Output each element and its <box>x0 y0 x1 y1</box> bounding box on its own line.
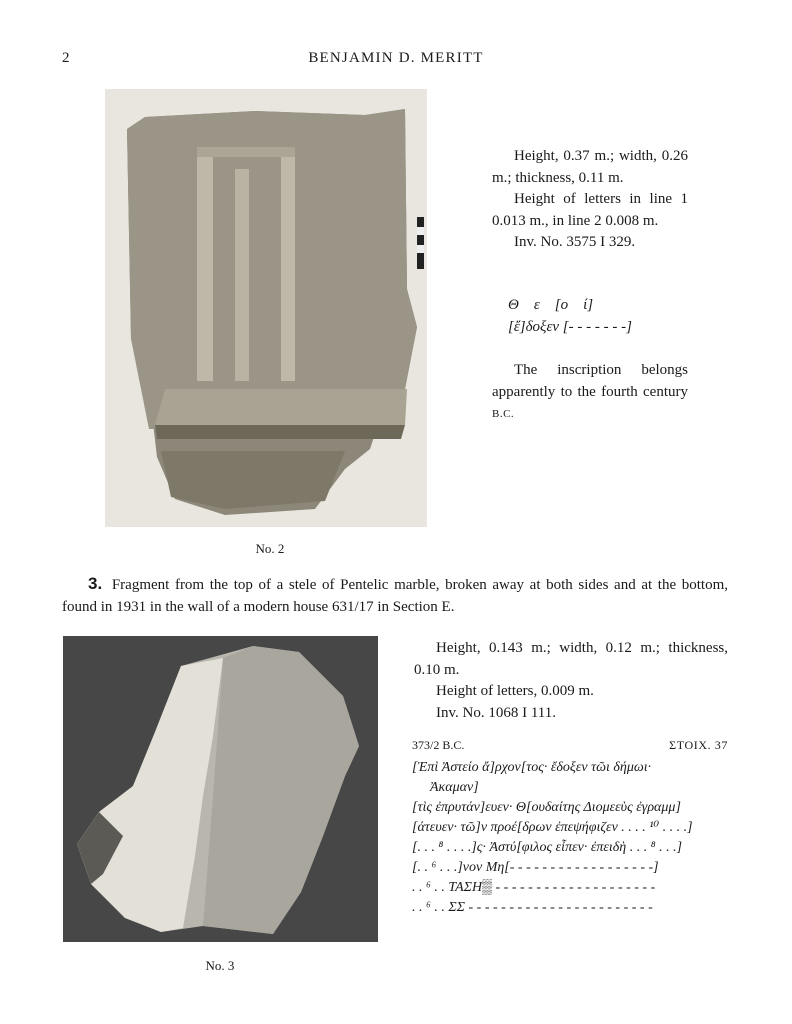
inventory-number: Inv. No. 1068 I 111. <box>436 704 556 721</box>
conclusion-text: The inscription belongs apparently to the fourth century <box>492 362 688 400</box>
figure-caption-no-2: No. 2 <box>255 541 285 556</box>
greek-line: Θ ε [ο ί] <box>508 297 594 313</box>
inscription-date: 373/2 B.C. <box>412 738 465 752</box>
stoichedon-label: ΣΤΟΙΧ. 37 <box>669 738 728 752</box>
inscription-line: [. . . ⁸ . . . .]ς· Ἀστύ[φιλος εἶπεν· ἐπειδὴ . . . ⁸ . . .] <box>412 840 683 855</box>
section-3-text: Fragment from the top of a stele of Pentelic marble, broken away at both sides and at the bottom, found in 1931 in the wall of a modern house 631/17 in Section E. <box>62 577 729 615</box>
conclusion-paragraph <box>492 360 688 426</box>
running-head: BENJAMIN D. MERITT <box>308 50 484 66</box>
dimensions-text: Height, 0.143 m.; width, 0.12 m.; thickness, 0.10 m. <box>414 640 728 678</box>
description-no-2 <box>492 146 688 254</box>
page-number: 2 <box>62 50 70 66</box>
inscription-line: [. . ⁶ . . .]νον Μη[- - - - - - - - - - - - - - - - - -] <box>412 860 659 875</box>
dimensions-text: Height, 0.37 m.; width, 0.26 m.; thickness, 0.11 m. <box>492 148 688 186</box>
inscription-line: [άτευεν· τῶ]ν προέ[δρων ἐπεψήφιζεν . . . . ¹⁰ . . . .] <box>412 820 693 835</box>
inscription-line: . . ⁶ . . ΤΑΣΗ▒ - - - - - - - - - - - - - - - - - - - - <box>412 880 656 895</box>
inscription-line: . . ⁶ . . ΣΣ - - - - - - - - - - - - - - - - - - - - - - - <box>412 900 653 915</box>
section-number: 3. <box>88 574 103 593</box>
letter-height-text: Height of letters, 0.009 m. <box>436 683 594 699</box>
greek-line: [ἔ]δοξεν [- - - - - - -] <box>508 319 632 335</box>
stele-photo-no-2 <box>105 89 427 527</box>
era-abbreviation: B.C. <box>492 408 515 420</box>
inscription-line: Ἀκαμαν] <box>430 780 479 795</box>
inventory-number: Inv. No. 3575 I 329. <box>514 234 636 250</box>
letter-height-text: Height of letters in line 1 0.013 m., in line 2 0.008 m. <box>492 191 688 229</box>
description-no-3 <box>414 638 728 724</box>
inscription-line: [Ἐπὶ Ἀστείο ἄ]ρχον[τος· ἔδοξεν τῶι δήμωι· <box>412 760 652 775</box>
greek-text-no-2 <box>508 294 632 338</box>
figure-caption-no-3: No. 3 <box>205 958 235 973</box>
section-3-paragraph <box>62 573 728 618</box>
inscription-text-no-3 <box>412 758 730 918</box>
inscription-line: [τὶς ἐπρυτάν]ευεν· Θ[ουδαίτης Διομεεὺς ἐγραμμ] <box>412 800 681 815</box>
fragment-photo-no-3 <box>63 636 378 942</box>
